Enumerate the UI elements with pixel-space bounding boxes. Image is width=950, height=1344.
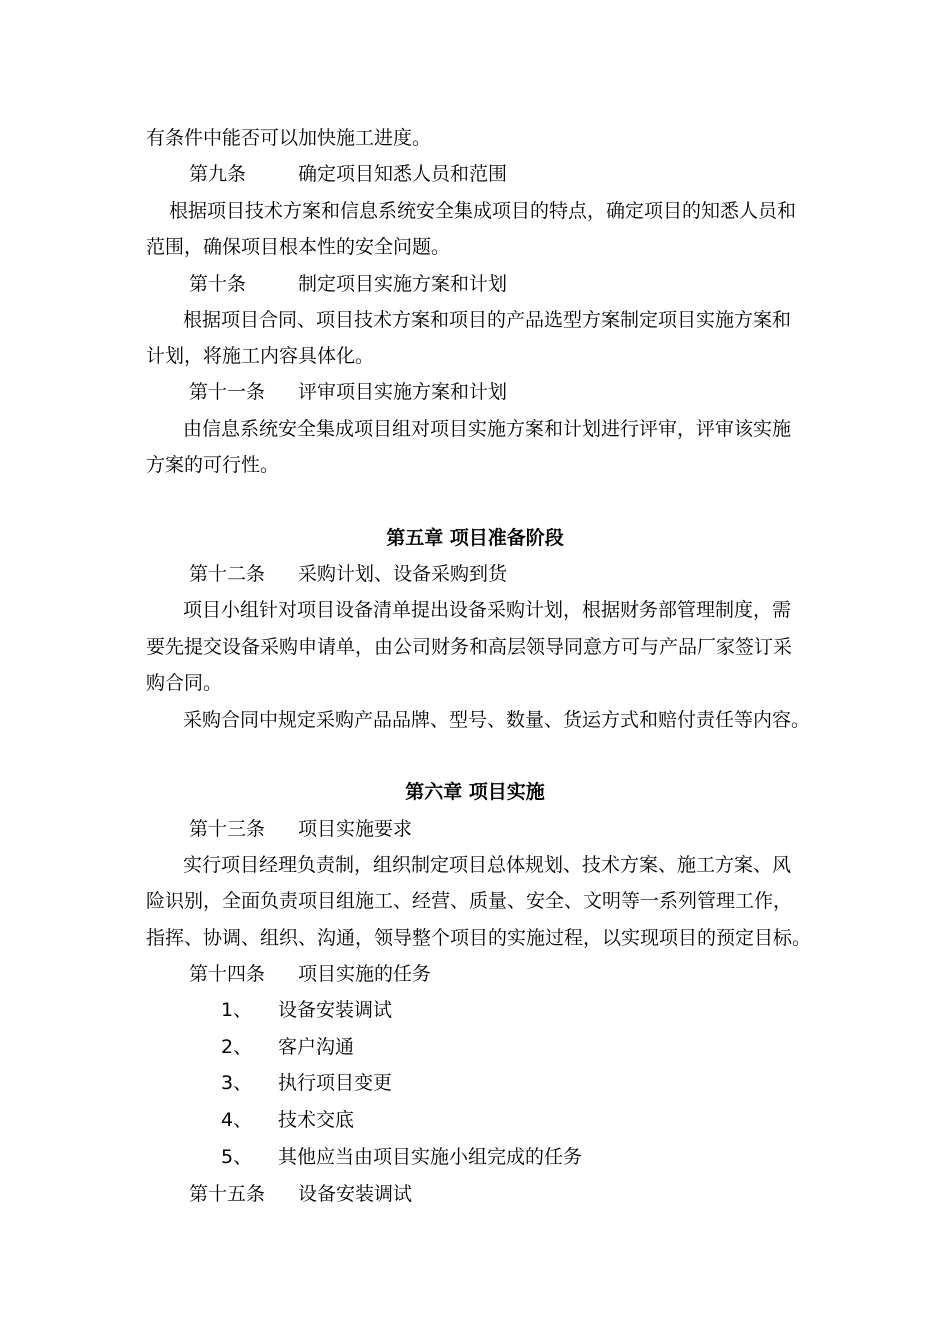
- paragraph-line: 由信息系统安全集成项目组对项目实施方案和计划进行评审，评审该实施: [183, 418, 792, 440]
- list-item-number: 3、: [221, 1072, 253, 1094]
- article-label: 第九条: [189, 163, 247, 185]
- paragraph-line: 项目小组针对项目设备清单提出设备采购计划，根据财务部管理制度，需: [183, 599, 792, 621]
- article-label: 第十五条: [189, 1183, 266, 1205]
- list-item-number: 4、: [221, 1109, 253, 1131]
- article-title: 项目实施的任务: [298, 963, 432, 985]
- paragraph-line: 根据项目合同、项目技术方案和项目的产品选型方案制定项目实施方案和: [183, 309, 792, 331]
- article-title: 设备安装调试: [298, 1183, 413, 1205]
- article-title: 制定项目实施方案和计划: [298, 273, 508, 295]
- paragraph-line: 险识别，全面负责项目组施工、经营、质量、安全、文明等一系列管理工作，: [146, 890, 793, 912]
- paragraph-line: 购合同。: [146, 672, 223, 694]
- article-label: 第十三条: [189, 818, 266, 840]
- paragraph-line: 要先提交设备采购申请单，由公司财务和高层领导同意方可与产品厂家签订采: [146, 636, 793, 658]
- list-item-text: 客户沟通: [278, 1036, 355, 1058]
- list-item-text: 设备安装调试: [278, 999, 393, 1021]
- article-title: 评审项目实施方案和计划: [298, 381, 508, 403]
- paragraph-line: 根据项目技术方案和信息系统安全集成项目的特点，确定项目的知悉人员和: [169, 200, 797, 222]
- article-label: 第十一条: [189, 381, 266, 403]
- list-item-number: 1、: [221, 999, 253, 1021]
- article-label: 第十条: [189, 273, 247, 295]
- paragraph-line: 采购合同中规定采购产品品牌、型号、数量、货运方式和赔付责任等内容。: [183, 709, 811, 731]
- article-title: 项目实施要求: [298, 818, 413, 840]
- paragraph-line: 范围，确保项目根本性的安全问题。: [146, 236, 451, 258]
- article-title: 采购计划、设备采购到货: [298, 563, 508, 585]
- paragraph-line: 实行项目经理负责制，组织制定项目总体规划、技术方案、施工方案、风: [183, 854, 792, 876]
- article-label: 第十四条: [189, 963, 266, 985]
- list-item-number: 2、: [221, 1036, 253, 1058]
- paragraph-line: 指挥、协调、组织、沟通，领导整个项目的实施过程，以实现项目的预定目标。: [146, 927, 812, 949]
- list-item-text: 技术交底: [278, 1109, 355, 1131]
- chapter-heading: 第六章 项目实施: [405, 781, 545, 803]
- article-title: 确定项目知悉人员和范围: [298, 163, 508, 185]
- article-label: 第十二条: [189, 563, 266, 585]
- list-item-text: 执行项目变更: [278, 1072, 393, 1094]
- paragraph-continuation: 有条件中能否可以加快施工进度。: [146, 127, 432, 149]
- list-item-number: 5、: [221, 1146, 253, 1168]
- chapter-heading: 第五章 项目准备阶段: [386, 527, 564, 549]
- paragraph-line: 方案的可行性。: [146, 454, 280, 476]
- list-item-text: 其他应当由项目实施小组完成的任务: [278, 1146, 583, 1168]
- paragraph-line: 计划，将施工内容具体化。: [146, 345, 375, 367]
